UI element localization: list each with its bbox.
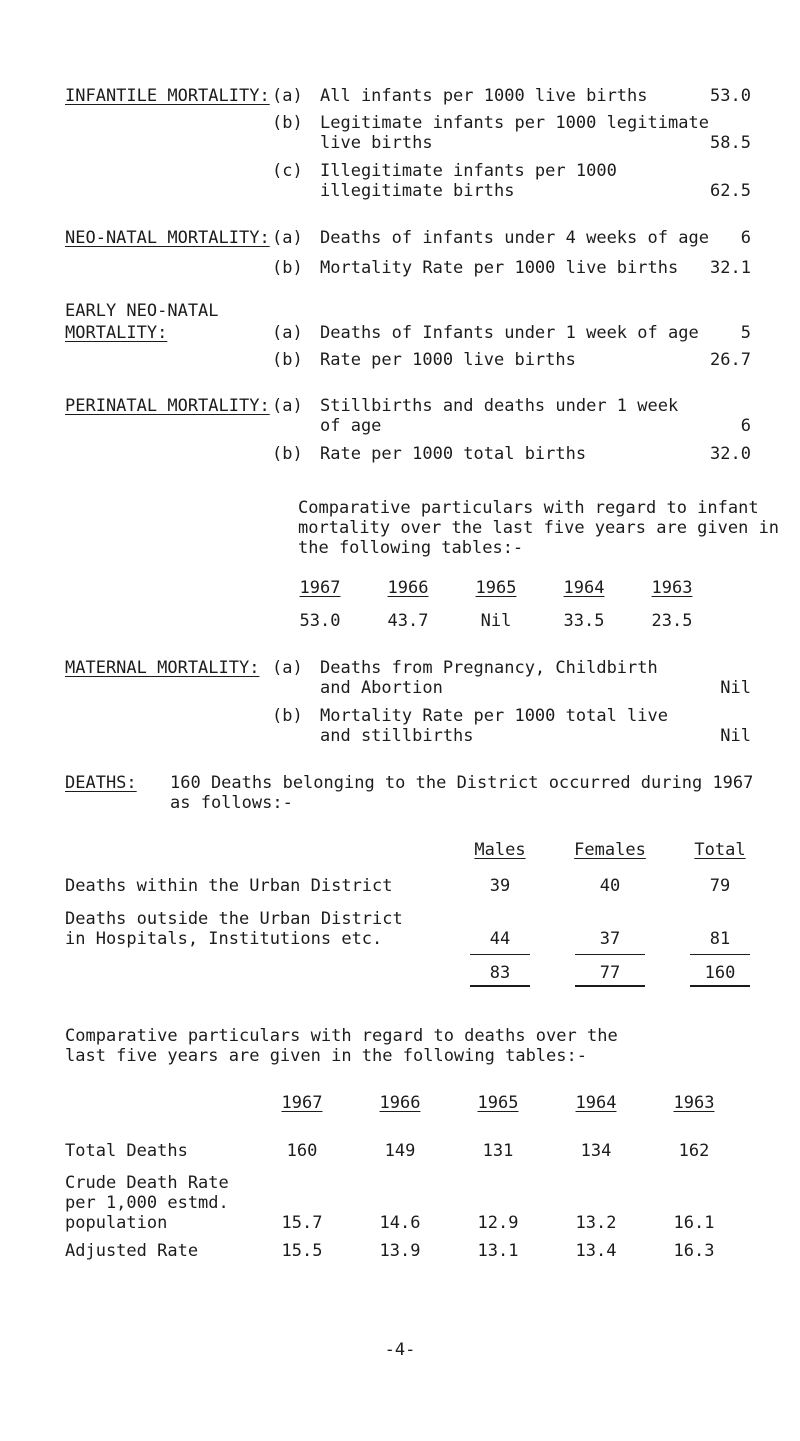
year-value: 23.5 — [651, 611, 693, 631]
item-value: 58.5 — [710, 133, 751, 153]
year-value: Nil — [480, 611, 512, 631]
page-number: -4- — [384, 1340, 416, 1360]
item-text: live births — [320, 133, 433, 153]
row-label: per 1,000 estmd. — [65, 1193, 229, 1213]
item-value: 6 — [740, 416, 751, 436]
infant-comparison-text: Comparative particulars with regard to infant — [298, 498, 759, 518]
cell-value: 16.3 — [673, 1241, 715, 1261]
item-value: 53.0 — [710, 86, 751, 106]
cell-value: 15.7 — [281, 1213, 323, 1233]
year-header: 1963 — [673, 1093, 715, 1113]
row-label: Total Deaths — [65, 1141, 188, 1161]
item-value: Nil — [720, 678, 751, 698]
deaths-heading: DEATHS: — [65, 773, 137, 793]
item-label: (b) — [272, 444, 303, 464]
row-label: Crude Death Rate — [65, 1173, 229, 1193]
row-label: Deaths within the Urban District — [65, 876, 393, 896]
total-rule — [575, 985, 645, 987]
item-label: (a) — [272, 323, 303, 343]
item-label: (a) — [272, 396, 303, 416]
row-label: in Hospitals, Institutions etc. — [65, 929, 383, 949]
cell-value: 44 — [489, 929, 511, 949]
col-header-total: Total — [694, 840, 746, 860]
year-header: 1967 — [299, 578, 341, 598]
item-label: (b) — [272, 258, 303, 278]
item-text: Rate per 1000 live births — [320, 350, 576, 370]
item-value: 26.7 — [710, 350, 751, 370]
item-text: Legitimate infants per 1000 legitimate — [320, 113, 709, 133]
cell-value: 160 — [286, 1141, 318, 1161]
item-label: (c) — [272, 161, 303, 181]
item-value: Nil — [720, 726, 751, 746]
sum-rule — [575, 954, 645, 955]
item-text: Illegitimate infants per 1000 — [320, 161, 617, 181]
perinatal-heading: PERINATAL MORTALITY: — [65, 396, 270, 416]
item-label: (a) — [272, 658, 303, 678]
row-label: population — [65, 1213, 168, 1233]
cell-value: 13.4 — [575, 1241, 617, 1261]
cell-value: 12.9 — [477, 1213, 519, 1233]
death-comparison-text: last five years are given in the following tables:- — [65, 1046, 587, 1066]
item-label: (b) — [272, 350, 303, 370]
cell-value: 13.1 — [477, 1241, 519, 1261]
cell-value: 13.9 — [379, 1241, 421, 1261]
item-value: 32.1 — [710, 258, 751, 278]
year-header: 1964 — [575, 1093, 617, 1113]
cell-value: 15.5 — [281, 1241, 323, 1261]
row-label: Deaths outside the Urban District — [65, 909, 403, 929]
year-header: 1966 — [379, 1093, 421, 1113]
row-label: Adjusted Rate — [65, 1241, 199, 1261]
infant-comparison-text: the following tables:- — [298, 538, 524, 558]
cell-value: 16.1 — [673, 1213, 715, 1233]
item-text: Mortality Rate per 1000 live births — [320, 258, 679, 278]
year-header: 1967 — [281, 1093, 323, 1113]
item-text: and Abortion — [320, 678, 443, 698]
total-rule — [470, 985, 530, 987]
total-value: 160 — [704, 963, 736, 983]
item-value: 62.5 — [710, 181, 751, 201]
cell-value: 39 — [489, 876, 511, 896]
neonatal-heading: NEO-NATAL MORTALITY: — [65, 228, 270, 248]
item-label: (b) — [272, 706, 303, 726]
year-header: 1965 — [475, 578, 517, 598]
total-value: 77 — [599, 963, 621, 983]
cell-value: 14.6 — [379, 1213, 421, 1233]
item-text: All infants per 1000 live births — [320, 86, 648, 106]
year-value: 53.0 — [299, 611, 341, 631]
cell-value: 131 — [482, 1141, 514, 1161]
item-text: of age — [320, 416, 382, 436]
item-value: 5 — [740, 323, 751, 343]
deaths-intro: as follows:- — [170, 793, 293, 813]
maternal-heading: MATERNAL MORTALITY: — [65, 658, 260, 678]
item-label: (a) — [272, 86, 303, 106]
death-comparison-text: Comparative particulars with regard to deaths over the — [65, 1026, 618, 1046]
deaths-intro: 160 Deaths belonging to the District occurred during 1967 — [170, 773, 754, 793]
cell-value: 79 — [709, 876, 731, 896]
cell-value: 81 — [709, 929, 731, 949]
item-text: and stillbirths — [320, 726, 474, 746]
cell-value: 37 — [599, 929, 621, 949]
early-neonatal-heading: MORTALITY: — [65, 323, 168, 343]
cell-value: 149 — [384, 1141, 416, 1161]
cell-value: 13.2 — [575, 1213, 617, 1233]
sum-rule — [690, 954, 750, 955]
col-header-females: Females — [574, 840, 646, 860]
total-value: 83 — [489, 963, 511, 983]
item-value: 32.0 — [710, 444, 751, 464]
year-header: 1965 — [477, 1093, 519, 1113]
item-value: 6 — [740, 228, 751, 248]
item-text: Deaths from Pregnancy, Childbirth — [320, 658, 658, 678]
item-label: (b) — [272, 113, 303, 133]
col-header-males: Males — [474, 840, 526, 860]
item-text: illegitimate births — [320, 181, 515, 201]
early-neonatal-heading: EARLY NEO-NATAL — [65, 301, 219, 321]
sum-rule — [470, 954, 530, 955]
total-rule — [690, 985, 750, 987]
infant-comparison-text: mortality over the last five years are given in — [298, 518, 780, 538]
item-label: (a) — [272, 228, 303, 248]
cell-value: 134 — [580, 1141, 612, 1161]
year-header: 1963 — [651, 578, 693, 598]
cell-value: 162 — [678, 1141, 710, 1161]
item-text: Stillbirths and deaths under 1 week — [320, 396, 679, 416]
item-text: Rate per 1000 total births — [320, 444, 587, 464]
item-text: Deaths of Infants under 1 week of age — [320, 323, 699, 343]
year-header: 1964 — [563, 578, 605, 598]
item-text: Mortality Rate per 1000 total live — [320, 706, 668, 726]
cell-value: 40 — [599, 876, 621, 896]
year-header: 1966 — [387, 578, 429, 598]
infantile-heading: INFANTILE MORTALITY: — [65, 86, 270, 106]
item-text: Deaths of infants under 4 weeks of age — [320, 228, 709, 248]
year-value: 33.5 — [563, 611, 605, 631]
year-value: 43.7 — [387, 611, 429, 631]
